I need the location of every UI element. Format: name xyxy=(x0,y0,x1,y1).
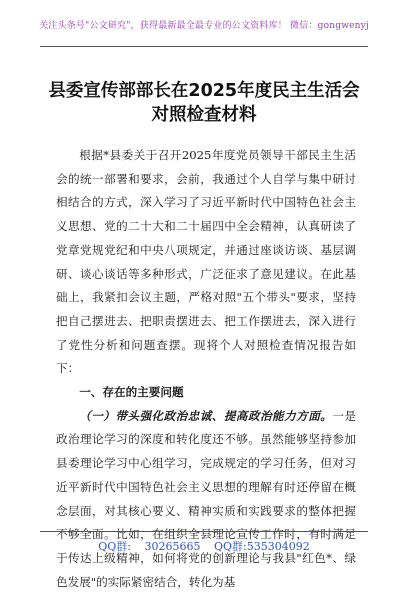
document-title-line2: 对照检查材料 xyxy=(151,105,257,125)
subsection-text: 一是政治理论学习的深度和转化度还不够。虽然能够坚持参加县委理论学习中心组学习，完成规定的学习任务，但对习近平新时代中国特色社会主义思想的理解有时还停留在概念层面，对其核心要义、精神实质和实践要求的整体把握不够全面。比如，在组织全县理论宣传工作时，有时满足于传达上级精神，如何将党的创新理论与我县"红色*、绿色发展"的实际紧密结合，转化为基 xyxy=(56,408,356,589)
section-heading: 一、存在的主要问题 xyxy=(79,385,184,400)
subsection-paragraph xyxy=(56,405,356,594)
subsection-heading: （一）带头强化政治忠诚、提高政治能力方面。 xyxy=(79,408,333,423)
document-body xyxy=(56,144,356,594)
footer-divider xyxy=(40,531,368,532)
footer-contact: QQ群: 30265665 QQ群:535304092 xyxy=(98,540,310,553)
document-title-line1: 县委宣传部部长在2025年度民主生活会 xyxy=(48,81,360,101)
header-divider xyxy=(40,46,368,47)
header-notice: 关注头条号"公文研究"，获得最新最全最专业的公文资料库！ 微信：gongwenyj xyxy=(39,21,369,31)
intro-paragraph: 根据*县委关于召开2025年度党员领导干部民主生活会的统一部署和要求，会前，我通过个人自学与集中研讨相结合的方式，深入学习了习近平新时代中国特色社会主义思想、党的二十大和二十届四中全会精神，认真研读了党章党规党纪和中央八项规定，并通过座谈访谈、基层调研、谈心谈话等多种形式，广泛征求了意见建议。在此基础上，我紧扣会议主题，严格对照"五个带头"要求，坚持把自己摆进去、把职责摆进去、把工作摆进去，深入进行了党性分析和问题查摆。现将个人对照检查情况报告如下： xyxy=(56,148,356,376)
